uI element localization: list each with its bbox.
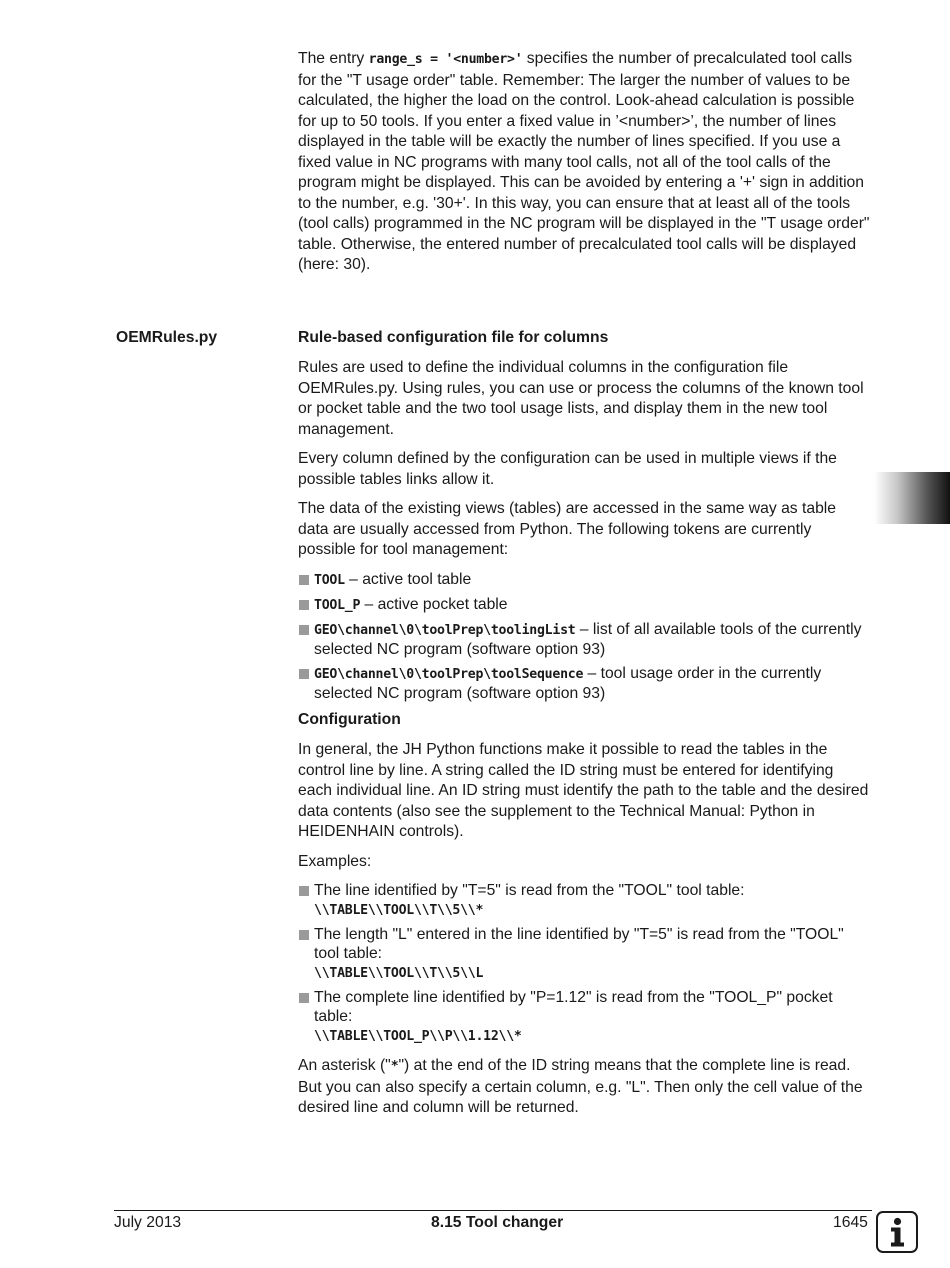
- examples-label: Examples:: [298, 852, 372, 870]
- inline-code: range_s = '<number>': [368, 52, 523, 67]
- footer-page-number: 1645: [833, 1214, 868, 1231]
- paragraph: Every column defined by the configuration can be used in multiple views if the possible tables links allow it.: [298, 450, 837, 488]
- list-item: The length "L" entered in the line identified by "T=5" is read from the "TOOL" tool table: \\TABLE\\TOOL\\T\\5\\L: [298, 925, 870, 983]
- section-body: [298, 358, 870, 703]
- paragraph: The data of the existing views (tables) are accessed in the same way as table data are usually accessed from Python. The following tokens are currently possible for tool management:: [298, 500, 837, 558]
- footer-date: July 2013: [114, 1214, 182, 1231]
- list-item: GEO\channel\0\toolPrep\toolSequence – tool usage order in the currently selected NC program (software option 93): [298, 664, 870, 703]
- paragraph: An asterisk ("*") at the end of the ID string means that the complete line is read. But you can also specify a certain column, e.g. "L". Then only the cell value of the desired line and column will be returned.: [298, 1057, 863, 1116]
- list-item: TOOL – active tool table: [298, 570, 870, 590]
- side-label: OEMRules.py: [116, 329, 218, 346]
- bullet-square-icon: [299, 625, 309, 635]
- bullet-square-icon: [299, 669, 309, 679]
- info-glyph-icon: [878, 1213, 916, 1251]
- list-item: The line identified by "T=5" is read from the "TOOL" tool table: \\TABLE\\TOOL\\T\\5\\*: [298, 881, 870, 920]
- section-title: Rule-based configuration file for columns: [298, 329, 609, 346]
- bullet-square-icon: [299, 993, 309, 1003]
- configuration-heading: Configuration: [298, 711, 401, 728]
- bullet-square-icon: [299, 886, 309, 896]
- bullet-square-icon: [299, 600, 309, 610]
- footer-chapter: 8.15 Tool changer: [431, 1214, 564, 1231]
- token-list: [298, 570, 870, 703]
- intro-paragraph: The entry range_s = '<number>' specifies the number of precalculated tool calls for the "T usage order" table. Remember: The larger the number of values to be calculated, the higher the load on the control. Look-ahead calculation is possible for up to 50 tools. If you enter a fixed value in ’<number>’, the number of lines displayed in the table will be exactly the number of lines specified. If you use a fixed value in NC programs with many tool calls, not all of the tool calls of the program might be displayed. This can be avoided by entering a '+' sign in addition to the number, e.g. '30+'. In this way, you can ensure that at least all of the tools (tool calls) programmed in the NC program will be displayed in the "T usage order" table. Otherwise, the entered number of precalculated tool calls will be displayed (here: 30).: [298, 50, 870, 273]
- list-item: TOOL_P – active pocket table: [298, 595, 870, 615]
- list-item: The complete line identified by "P=1.12" is read from the "TOOL_P" pocket table: \\TABLE\\TOOL_P\\P\\1.12\\*: [298, 988, 870, 1046]
- paragraph: Rules are used to define the individual columns in the configuration file OEMRules.py. Using rules, you can use or process the columns of the known tool or pocket table and the two tool usage lists, and display them in the new tool management.: [298, 359, 864, 438]
- footer-rule: [114, 1210, 872, 1211]
- bullet-square-icon: [299, 930, 309, 940]
- configuration-body: [298, 740, 870, 1119]
- info-icon: [876, 1211, 918, 1253]
- chapter-thumb-tab: [874, 472, 950, 524]
- list-item: GEO\channel\0\toolPrep\toolingList – list of all available tools of the currently selected NC program (software option 93): [298, 620, 870, 659]
- bullet-square-icon: [299, 575, 309, 585]
- examples-list: [298, 881, 870, 1046]
- paragraph: In general, the JH Python functions make it possible to read the tables in the control line by line. A string called the ID string must be entered for identifying each individual line. An ID string must identify the path to the table and the desired data contents (also see the supplement to the Technical Manual: Python in HEIDENHAIN controls).: [298, 741, 869, 840]
- intro-section: [298, 49, 870, 276]
